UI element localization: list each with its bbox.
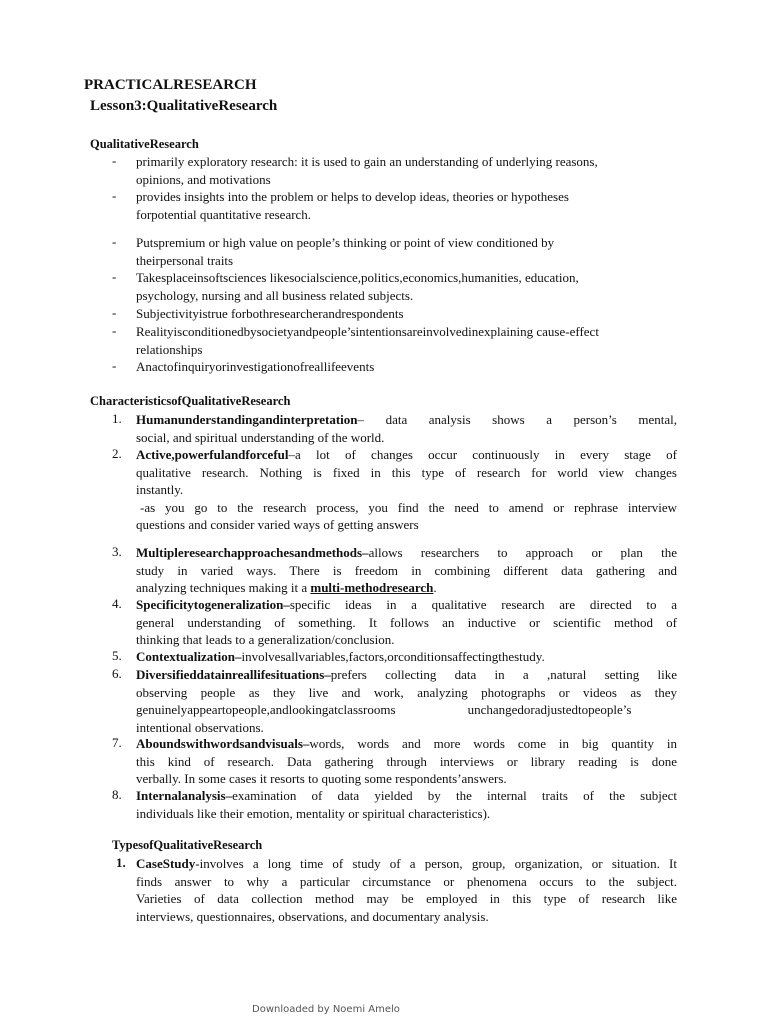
list-number: 6. (112, 666, 122, 681)
list-item-line: provides insights into the problem or helps to develop ideas, theories or hypotheses (136, 189, 569, 204)
definition-text: genuinelyappeartopeople,andlookingatclassrooms (136, 702, 396, 717)
list-item-line: Varieties of data collection method may be employed in this type of research like (136, 891, 677, 906)
definition-text: words, words and more words come in big quantity in (309, 736, 677, 751)
list-number: 1. (112, 411, 122, 426)
definition-text: unchangedoradjustedtopeople’s (467, 702, 632, 717)
list-item-line (136, 666, 677, 684)
list-item-line: finds answer to why a particular circumstance or phenomena occurs to the subject. (136, 873, 677, 889)
list-item-line: intentional observations. (136, 719, 264, 735)
list-number: 5. (112, 648, 122, 663)
definition-text: prefers collecting data in a ,natural setting like (330, 667, 677, 682)
document-title: PRACTICALRESEARCH (84, 77, 257, 93)
list-number: 1. (116, 855, 126, 870)
term: Active,powerfulandforceful (136, 447, 289, 462)
section-heading-types: TypesofQualitativeResearch (112, 838, 263, 852)
bullet-dash: - (112, 269, 117, 284)
list-item-line: individuals like their emotion, mentality or spiritual characteristics). (136, 805, 491, 821)
download-footer: Downloaded by Noemi Amelo (252, 1004, 400, 1015)
list-item-line (136, 596, 677, 614)
list-number: 2. (112, 446, 122, 461)
list-item-line: verbally. In some cases it resorts to quoting some respondents’answers. (136, 771, 507, 786)
list-item-line (136, 735, 677, 753)
bullet-dash: - (112, 323, 117, 338)
definition-text: analyzing techniques making it a (136, 580, 311, 595)
list-item-line: primarily exploratory research: it is used to gain an understanding of underlying reasons, (136, 154, 598, 169)
list-item-line: this kind of research. Data gathering through interviews or library reading is done (136, 753, 677, 769)
section-heading-qualitative-research: QualitativeResearch (90, 137, 199, 151)
list-item-line: thinking that leads to a generalization/conclusion. (136, 632, 395, 647)
list-item-line: relationships (136, 341, 203, 357)
term: Contextualization– (136, 649, 242, 664)
list-item-line: Anactofinquiryorinvestigationofreallifeevents (136, 359, 375, 374)
list-item-line: psychology, nursing and all business related subjects. (136, 287, 414, 303)
definition-text: -involves a long time of study of a person, group, organization, or situation. It (195, 856, 677, 871)
list-item-line: interviews, questionnaires, observations, and documentary analysis. (136, 908, 489, 924)
list-item-line (136, 579, 677, 597)
list-item-line: instantly. (136, 482, 184, 497)
multi-method-research-term: multi-methodresearch (310, 580, 434, 595)
definition-text: – data analysis shows a person’s mental, (357, 412, 677, 427)
list-item-line: social, and spiritual understanding of the world. (136, 429, 385, 445)
list-item-line (136, 701, 677, 719)
list-item-line: Takesplaceinsoftsciences likesocialscience,politics,economics,humanities, education, (136, 270, 579, 285)
bullet-dash: - (112, 188, 117, 203)
bullet-dash: - (112, 358, 117, 373)
list-item-line: observing people as they live and work, analyzing photographs or videos as they (136, 684, 677, 700)
bullet-dash: - (112, 234, 117, 249)
list-item-line (136, 446, 677, 464)
term: Specificitytogeneralization– (136, 597, 290, 612)
list-number: 4. (112, 596, 122, 611)
section-heading-characteristics: CharacteristicsofQualitativeResearch (90, 394, 291, 408)
list-item-line (136, 411, 677, 429)
list-item-line: general understanding of something. It follows an inductive or scientific method of (136, 614, 677, 630)
bullet-dash: - (112, 153, 117, 168)
list-item-line (136, 787, 677, 805)
list-item-line: theirpersonal traits (136, 252, 234, 268)
list-item-line: opinions, and motivations (136, 171, 271, 187)
list-item-line: -as you go to the research process, you find the need to amend or rephrase interview (140, 499, 677, 515)
bullet-dash: - (112, 305, 117, 320)
term: Multipleresearchapproachesandmethods– (136, 545, 369, 560)
list-item-line: forpotential quantitative research. (136, 206, 312, 222)
term: Internalanalysis– (136, 788, 233, 803)
definition-text: specific ideas in a qualitative research are directed to a (289, 597, 677, 612)
list-item-line (136, 855, 677, 873)
definition-text: –a lot of changes occur continuously in every stage of (288, 447, 677, 462)
list-item-line: Subjectivityistrue forbothresearcherandrespondents (136, 306, 404, 321)
list-item-line (136, 648, 677, 666)
term: CaseStudy (136, 856, 196, 871)
list-item-line: questions and consider varied ways of getting answers (136, 517, 419, 532)
list-number: 3. (112, 544, 122, 559)
definition-text: examination of data yielded by the internal traits of the subject (232, 788, 677, 803)
term: Humanunderstandingandinterpretation (136, 412, 358, 427)
definition-text: . (433, 580, 437, 595)
term: Diversifieddatainreallifesituations– (136, 667, 331, 682)
term: Aboundswithwordsandvisuals– (136, 736, 310, 751)
list-item-line (136, 544, 677, 562)
lesson-subtitle: Lesson3:QualitativeResearch (90, 98, 278, 114)
list-item-line: Putspremium or high value on people’s thinking or point of view conditioned by (136, 235, 555, 250)
list-number: 7. (112, 735, 122, 750)
list-item-line: qualitative research. Nothing is fixed in this type of research for world view changes (136, 464, 677, 480)
list-number: 8. (112, 787, 122, 802)
list-item-line: Realityisconditionedbysocietyandpeople’sintentionsareinvolvedinexplaining cause-effect (136, 324, 599, 339)
definition-text: allows researchers to approach or plan the (368, 545, 677, 560)
list-item-line: study in varied ways. There is freedom in combining different data gathering and (136, 562, 677, 578)
definition-text: involvesallvariables,factors,orconditionsaffectingthestudy. (241, 649, 545, 664)
